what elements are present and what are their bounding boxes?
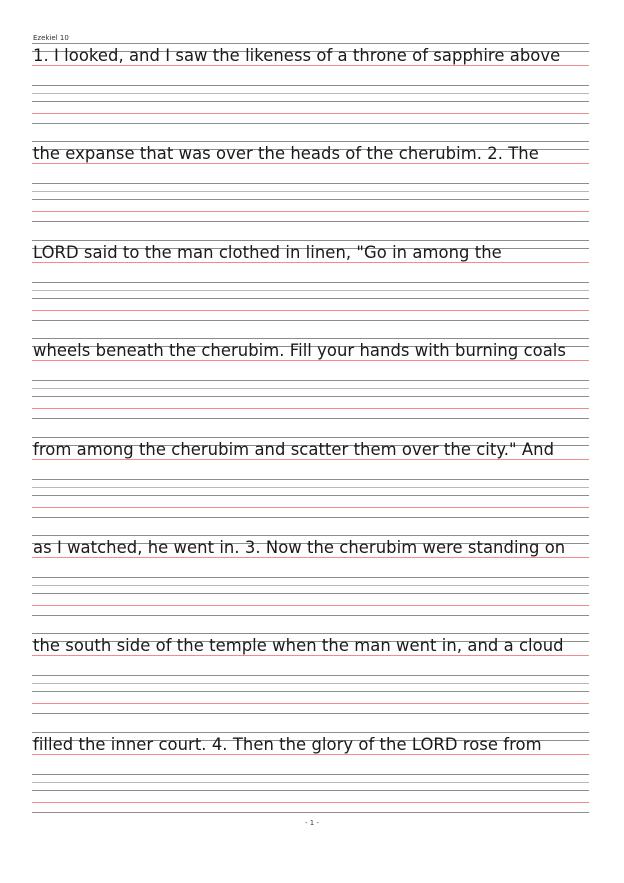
guide-line: [32, 517, 589, 518]
scripture-line: 1. I looked, and I saw the likeness of a throne of sapphire above: [33, 46, 561, 65]
guide-line: [32, 615, 589, 616]
guide-line: [32, 320, 589, 321]
guide-line-red: [32, 802, 589, 803]
guide-line: [32, 338, 589, 339]
guide-line: [32, 633, 589, 634]
guide-line: [32, 298, 589, 299]
guide-line-red: [32, 605, 589, 606]
scripture-line: from among the cherubim and scatter them over the city." And: [33, 439, 555, 459]
guide-line-red: [32, 408, 589, 409]
guide-line: [32, 282, 589, 283]
guide-line: [32, 495, 589, 496]
guide-line: [32, 240, 589, 241]
writing-block: [32, 240, 589, 326]
guide-line: [32, 388, 589, 389]
guide-line: [32, 790, 589, 791]
page-header: Ezekiel 10: [33, 34, 69, 42]
scripture-line: LORD said to the man clothed in linen, "Go in among the: [33, 242, 502, 262]
guide-line-red: [32, 310, 589, 311]
guide-line: [32, 101, 589, 102]
scripture-line: filled the inner court. 4. Then the glory of the LORD rose from: [33, 734, 542, 754]
guide-line: [32, 123, 589, 124]
guide-line: [32, 577, 589, 578]
guide-line-red: [32, 703, 589, 704]
writing-block: [32, 633, 589, 719]
guide-line: [32, 43, 589, 44]
guide-line-red: [32, 507, 589, 508]
page-number: - 1 -: [305, 819, 319, 827]
guide-line: [32, 479, 589, 480]
writing-block: [32, 141, 589, 227]
guide-line: [32, 691, 589, 692]
writing-block: [32, 732, 589, 818]
scripture-line: wheels beneath the cherubim. Fill your hands with burning coals: [33, 341, 567, 361]
writing-block: [32, 43, 589, 129]
guide-line: [32, 812, 589, 813]
writing-block: [32, 338, 589, 424]
guide-line-red: [32, 211, 589, 212]
guide-line: [32, 396, 589, 397]
guide-line: [32, 732, 589, 733]
guide-line: [32, 782, 589, 783]
guide-line: [32, 221, 589, 222]
guide-line: [32, 418, 589, 419]
guide-line: [32, 199, 589, 200]
guide-line: [32, 593, 589, 594]
guide-line: [32, 774, 589, 775]
guide-line: [32, 290, 589, 291]
guide-line: [32, 191, 589, 192]
guide-line: [32, 683, 589, 684]
writing-block: [32, 535, 589, 621]
guide-line: [32, 93, 589, 94]
scripture-line: as I watched, he went in. 3. Now the cherubim were standing on: [33, 538, 566, 557]
writing-block: [32, 437, 589, 523]
guide-line: [32, 713, 589, 714]
guide-line: [32, 85, 589, 86]
guide-line: [32, 585, 589, 586]
guide-line: [32, 380, 589, 381]
guide-line: [32, 141, 589, 142]
guide-line: [32, 487, 589, 488]
guide-line: [32, 675, 589, 676]
guide-line: [32, 437, 589, 438]
scripture-line: the expanse that was over the heads of the cherubim. 2. The: [33, 144, 539, 164]
guide-line: [32, 183, 589, 184]
guide-line-red: [32, 113, 589, 114]
scripture-line: the south side of the temple when the man went in, and a cloud: [33, 636, 564, 656]
guide-line: [32, 535, 589, 536]
